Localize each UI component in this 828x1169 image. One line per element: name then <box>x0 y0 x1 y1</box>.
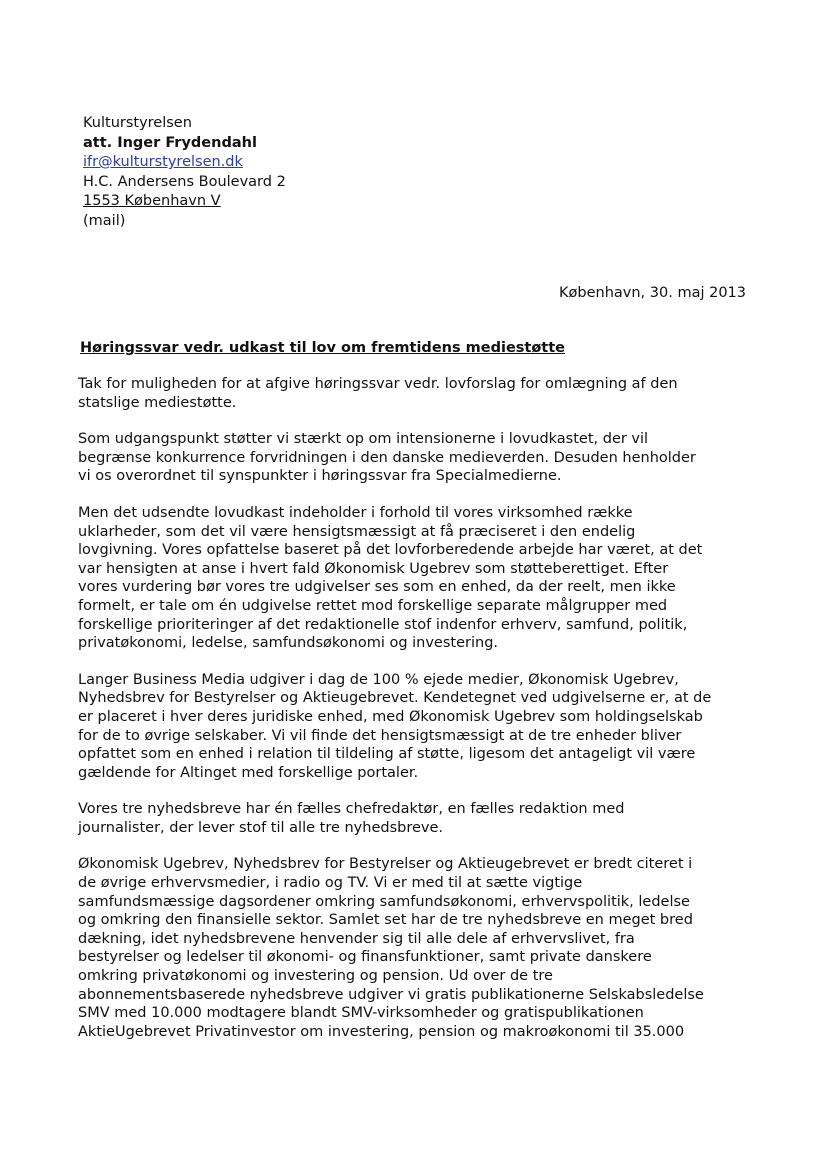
body-paragraph <box>78 375 750 412</box>
recipient-attn: att. Inger Frydendahl <box>83 134 257 151</box>
paragraph-line: forskellige prioriteringer af det redaktionelle stof indenfor erhverv, samfund, politik, <box>78 616 688 633</box>
paragraph-line: omkring privatøkonomi og investering og pension. Ud over de tre <box>78 968 553 985</box>
paragraph-line: statslige mediestøtte. <box>78 394 237 411</box>
paragraph-line: lovgivning. Vores opfattelse baseret på det lovforberedende arbejde har været, at det <box>78 542 703 559</box>
paragraph-line: Tak for muligheden for at afgive høringssvar vedr. lovforslag for omlægning af den <box>78 376 678 392</box>
recipient-email-link[interactable]: ifr@kulturstyrelsen.dk <box>83 154 243 170</box>
body-paragraph <box>78 430 750 486</box>
letter-date: København, 30. maj 2013 <box>559 285 746 301</box>
paragraph-line: formelt, er tale om én udgivelse rettet mod forskellige separate målgrupper med <box>78 597 668 614</box>
body-paragraph <box>78 855 750 1041</box>
body-paragraph <box>78 671 750 783</box>
paragraph-line: for de to øvrige selskaber. Vi vil finde det hensigtsmæssigt at de tre enheder bliver <box>78 727 682 744</box>
paragraph-line: SMV med 10.000 modtagere blandt SMV-virksomheder og gratispublikationen <box>78 1005 644 1022</box>
paragraph-line: samfundsmæssige dagsordener omkring samfundsøkonomi, erhvervspolitik, ledelse <box>78 893 690 910</box>
paragraph-line: var hensigten at anse i hvert fald Økonomisk Ugebrev som støtteberettiget. Efter <box>78 560 669 577</box>
paragraph-line: Som udgangspunkt støtter vi stærkt op om intensionerne i lovudkastet, der vil <box>78 431 649 448</box>
recipient-address <box>83 114 286 231</box>
paragraph-line: begrænse konkurrence forvridningen i den danske medieverden. Desuden henholder <box>78 449 696 466</box>
paragraph-line: Vores tre nyhedsbreve har én fælles chefredaktør, en fælles redaktion med <box>78 801 625 818</box>
paragraph-line: Langer Business Media udgiver i dag de 100 % ejede medier, Økonomisk Ugebrev, <box>78 671 679 688</box>
paragraph-line: bestyrelser og ledelser til økonomi- og finansfunktioner, samt private danskere <box>78 949 652 966</box>
paragraph-line: Nyhedsbrev for Bestyrelser og Aktieugebrevet. Kendetegnet ved udgivelserne er, at de <box>78 690 712 707</box>
body-paragraph <box>78 504 750 653</box>
letter-subject: Høringssvar vedr. udkast til lov om fremtidens mediestøtte <box>80 340 565 356</box>
paragraph-line: er placeret i hver deres juridiske enhed, med Økonomisk Ugebrev som holdingselskab <box>78 708 703 725</box>
paragraph-line: opfattet som en enhed i relation til tildeling af støtte, ligesom det antageligt vil være <box>78 746 696 763</box>
recipient-city: 1553 København V <box>83 193 221 209</box>
recipient-street: H.C. Andersens Boulevard 2 <box>83 173 286 190</box>
paragraph-line: abonnementsbaserede nyhedsbreve udgiver vi gratis publikationerne Selskabsledelse <box>78 986 704 1003</box>
paragraph-line: de øvrige erhvervsmedier, i radio og TV. Vi er med til at sætte vigtige <box>78 875 583 892</box>
delivery-method: (mail) <box>83 212 126 229</box>
paragraph-line: privatøkonomi, ledelse, samfundsøkonomi og investering. <box>78 635 499 652</box>
body-paragraph <box>78 800 750 837</box>
paragraph-line: vores vurdering bør vores tre udgivelser ses som en enhed, da der reelt, men ikke <box>78 579 676 596</box>
recipient-org: Kulturstyrelsen <box>83 115 192 131</box>
paragraph-line: dækning, idet nyhedsbrevene henvender sig til alle dele af erhvervslivet, fra <box>78 930 635 947</box>
paragraph-line: uklarheder, som det vil være hensigtsmæssigt at få præciseret i den endelig <box>78 523 636 540</box>
paragraph-line: Økonomisk Ugebrev, Nyhedsbrev for Bestyrelser og Aktieugebrevet er bredt citeret i <box>78 856 693 873</box>
paragraph-line: Men det udsendte lovudkast indeholder i forhold til vores virksomhed række <box>78 504 633 521</box>
paragraph-line: og omkring den finansielle sektor. Samlet set har de tre nyhedsbreve en meget bred <box>78 912 693 929</box>
paragraph-line: vi os overordnet til synspunkter i høringssvar fra Specialmedierne. <box>78 468 562 485</box>
paragraph-line: AktieUgebrevet Privatinvestor om investering, pension og makroøkonomi til 35.000 <box>78 1023 685 1040</box>
letter-body <box>78 375 750 1059</box>
paragraph-line: gældende for Altinget med forskellige portaler. <box>78 764 419 781</box>
paragraph-line: journalister, der lever stof til alle tre nyhedsbreve. <box>78 819 444 836</box>
